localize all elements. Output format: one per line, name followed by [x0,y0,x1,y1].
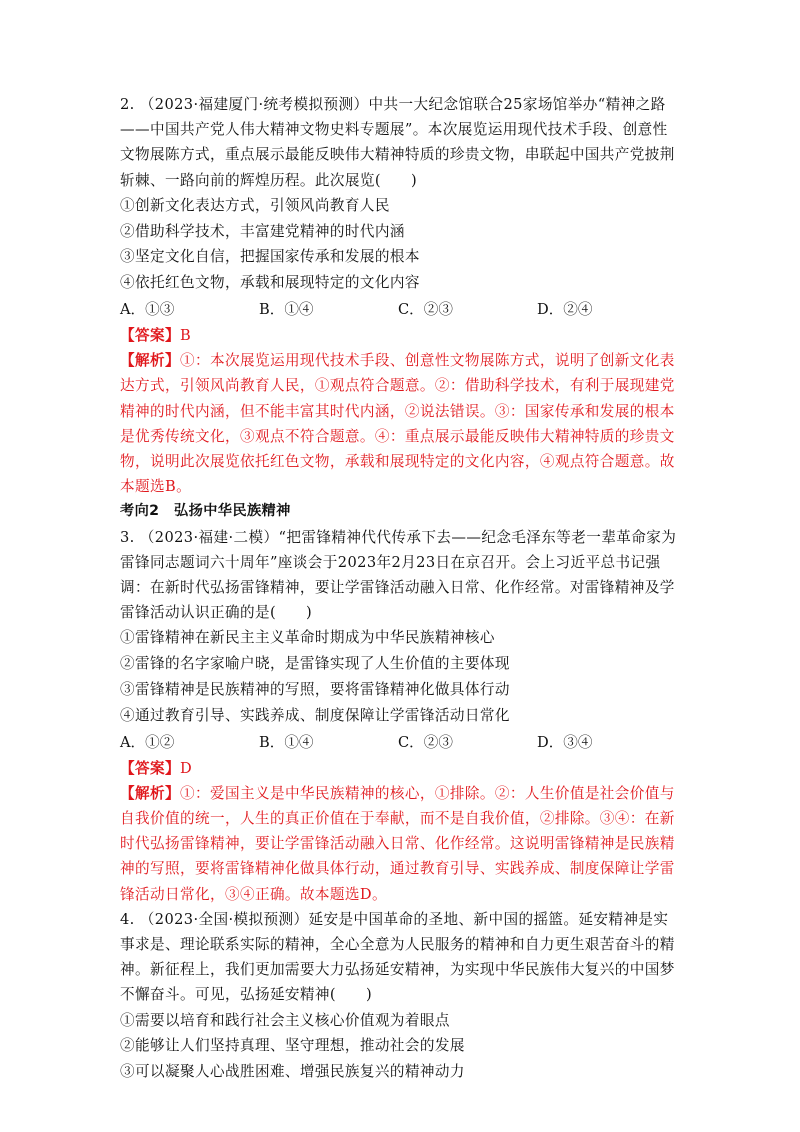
section-heading: 考向2 弘扬中华民族精神 [120,503,291,520]
statement-item: ③雷锋精神是民族精神的写照，要将雷锋精神化做具体行动 [120,681,510,699]
question-2 [120,92,680,499]
statement-item: ①创新文化表达方式，引领风尚教育人民 [120,196,390,214]
question-4 [120,907,680,1085]
statement-item: ③可以凝聚人心战胜困难、增强民族复兴的精神动力 [120,1063,465,1081]
statement-item: ②雷锋的名字家喻户晓，是雷锋实现了人生价值的主要体现 [120,655,510,673]
document-content [120,92,680,1085]
answer-line [120,756,680,781]
answer-options [120,296,680,323]
option-c: C．②③ [398,733,453,751]
option-a: A．①② [120,733,175,751]
option-b: B．①④ [259,733,314,751]
answer-label: 【答案】 [120,759,180,777]
statement-item: ①雷锋精神在新民主主义革命时期成为中华民族精神核心 [120,629,495,647]
analysis-label: 【解析】 [120,784,180,802]
analysis-text [120,781,680,907]
statement-item: ④通过教育引导、实践养成、制度保障让学雷锋活动日常化 [120,706,510,724]
statement-item: ③坚定文化自信，把握国家传承和发展的根本 [120,248,420,266]
analysis-text [120,348,680,499]
statement-item: ①需要以培育和践行社会主义核心价值观为着眼点 [120,1011,450,1029]
answer-value: B [179,327,192,344]
question-stem: 4. （2023·全国·模拟预测）延安是中国革命的圣地、新中国的摇篮。延安精神是实事求是、理论联系实际的精神，全心全意为人民服务的精神和自力更生艰苦奋斗的精神。新征程上，我们更加需要大力弘扬延安精神，为实现中华民族伟大复兴的中国梦不懈奋斗。可见，弘扬延安精神( ) [120,910,675,1004]
option-d: D．②④ [537,301,593,318]
question-3 [120,525,680,907]
answer-label: 【答案】 [120,327,180,344]
analysis-body: ①：本次展览运用现代技术手段、创意性文物展陈方式，说明了创新文化表达方式，引领风尚教育人民，①观点符合题意。②：借助科学技术，有利于展现建党精神的时代内涵，但不能丰富其时代内涵，②说法错误。③：国家传承和发展的根本是优秀传统文化，③观点不符合题意。④：重点展示最能反映伟大精神特质的珍贵文物，说明此次展览依托红色文物，承载和展现特定的文化内容，④观点符合题意。故本题选B。 [120,352,675,496]
option-d: D．③④ [537,733,593,751]
analysis-body: ①：爱国主义是中华民族精神的核心，①排除。②：人生价值是社会价值与自我价值的统一，人生的真正价值在于奉献，而不是自我价值，②排除。③④：在新时代弘扬雷锋精神，要让学雷锋活动融入日常、化作经常。这说明雷锋精神是民族精神的写照，要将雷锋精神化做具体行动，通过教育引导、实践养成、制度保障让学雷锋活动日常化，③④正确。故本题选D。 [120,784,675,903]
question-stem: 3. （2023·福建·二模）“把雷锋精神代代传承下去——纪念毛泽东等老一辈革命家为雷锋同志题词六十周年”座谈会于2023年2月23日在京召开。会上习近平总书记强调：在新时代弘扬雷锋精神，要让学雷锋活动融入日常、化作经常。对雷锋精神及学雷锋活动认识正确的是( ) [120,528,677,622]
answer-options [120,729,680,756]
statement-item: ②能够让人们坚持真理、坚守理想，推动社会的发展 [120,1037,465,1055]
option-b: B．①④ [259,301,314,318]
statement-item: ④依托红色文物，承载和展现特定的文化内容 [120,274,420,292]
statement-item: ②借助科学技术，丰富建党精神的时代内涵 [120,222,405,240]
answer-line [120,323,680,348]
option-c: C．②③ [398,301,453,318]
option-a: A．①③ [120,301,175,318]
analysis-label: 【解析】 [120,352,180,370]
answer-value: D [179,759,193,777]
question-stem: 2. （2023·福建厦门·统考模拟预测）中共一大纪念馆联合25家场馆举办“精神之路——中国共产党人伟大精神文物史料专题展”。本次展览运用现代技术手段、创意性文物展陈方式，重点展示最能反映伟大精神特质的珍贵文物，串联起中国共产党披荆斩棘、一路向前的辉煌历程。此次展览( ) [120,96,675,189]
